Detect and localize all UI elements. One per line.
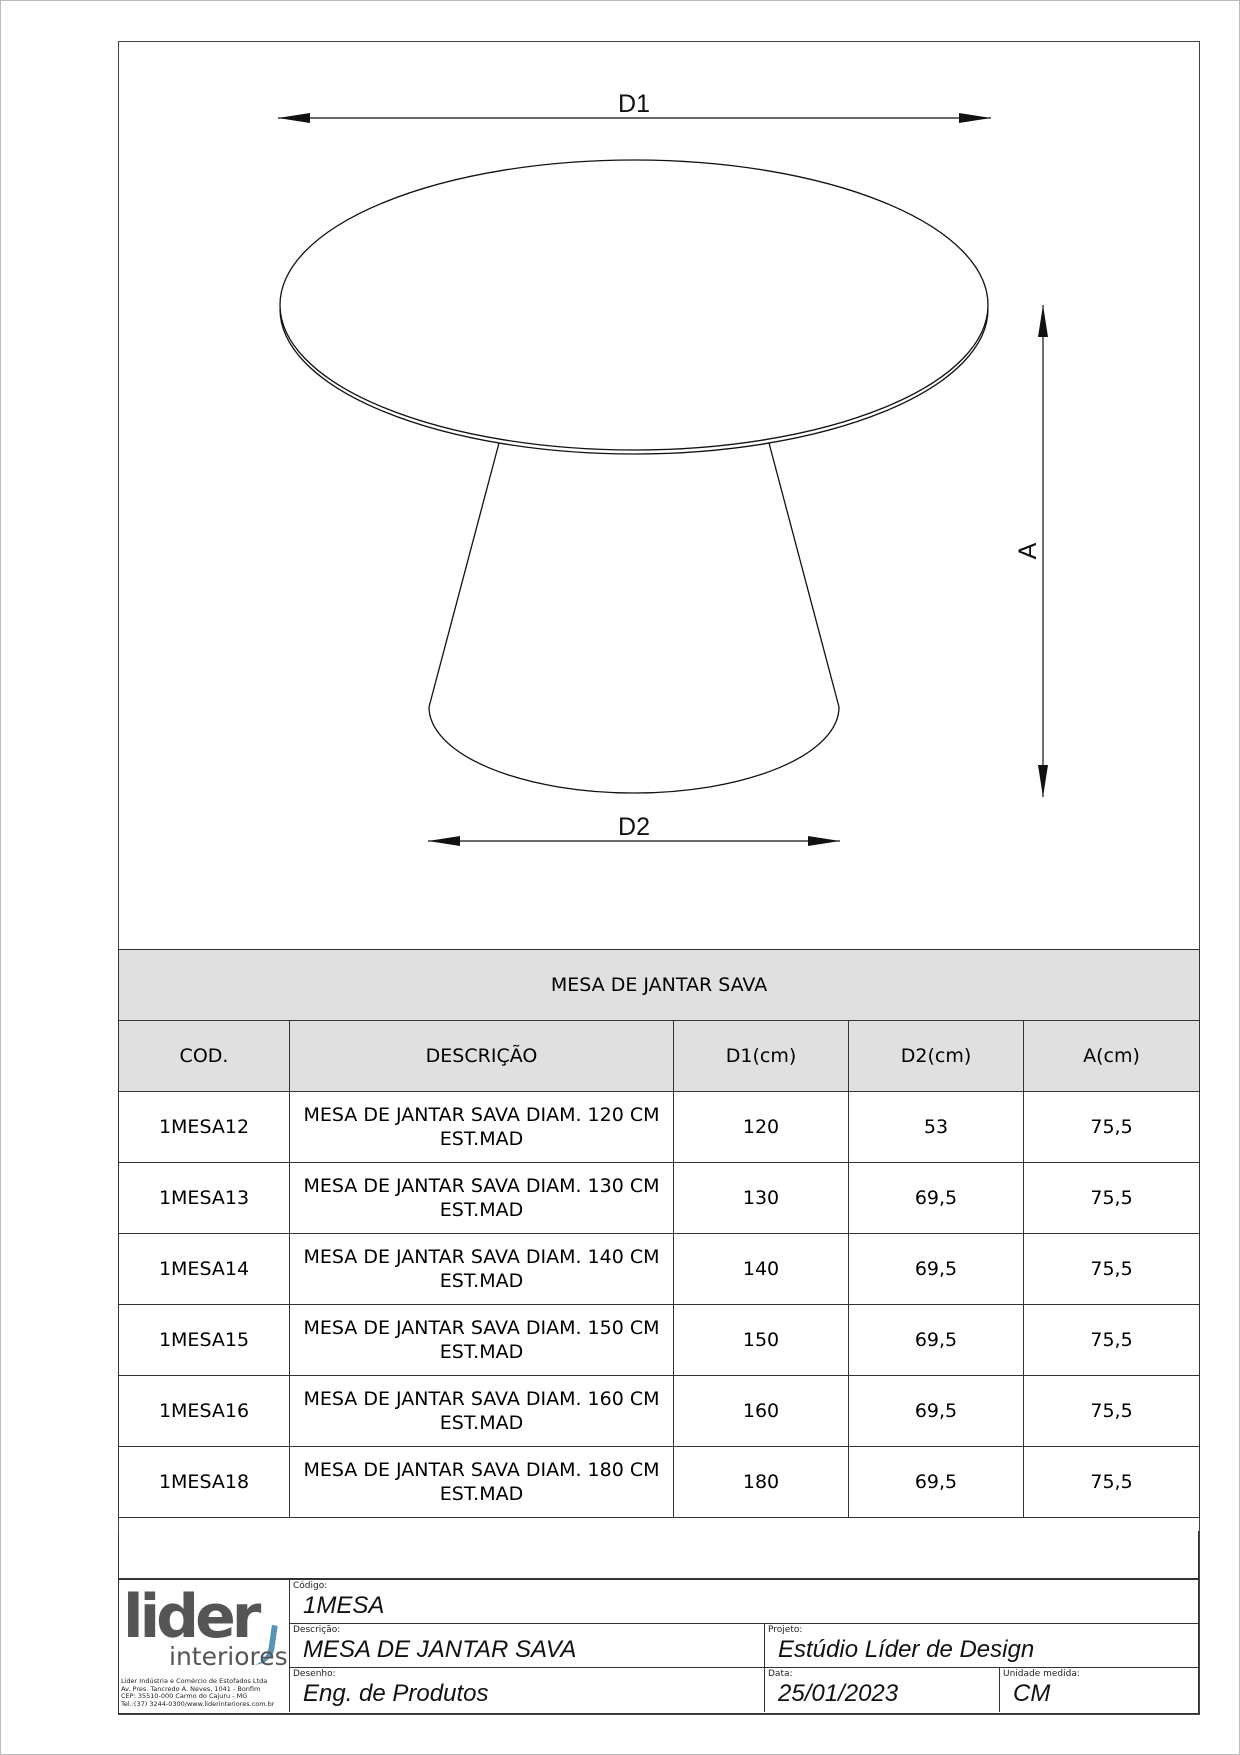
projeto-value: Estúdio Líder de Design — [778, 1636, 1035, 1663]
codigo-label: Código: — [293, 1581, 328, 1591]
descricao-field — [290, 1624, 765, 1668]
cell-a: 75,5 — [1024, 1376, 1200, 1447]
descricao-label: Descrição: — [293, 1625, 341, 1635]
table-row — [119, 1305, 1200, 1376]
cell-cod: 1MESA18 — [119, 1447, 290, 1518]
desc-line: MESA DE JANTAR SAVA DIAM. 160 CM — [303, 1388, 660, 1410]
cell-a: 75,5 — [1024, 1163, 1200, 1234]
desc-line: MESA DE JANTAR SAVA DIAM. 180 CM — [303, 1459, 660, 1481]
table-row — [119, 1234, 1200, 1305]
desenho-label: Desenho: — [293, 1669, 336, 1679]
cell-descricao — [290, 1376, 674, 1447]
technical-drawing — [118, 41, 1200, 949]
header-d2: D2(cm) — [849, 1021, 1024, 1092]
table-row — [119, 1447, 1200, 1518]
address-line: Lider Indústria e Comércio de Estofados Ltda — [121, 1677, 268, 1685]
address-line: CEP: 35510-000 Carmo do Cajuru - MG — [121, 1692, 248, 1700]
table-row — [119, 1092, 1200, 1163]
cell-d1: 180 — [674, 1447, 849, 1518]
desc-line: EST.MAD — [439, 1128, 524, 1150]
data-value: 25/01/2023 — [778, 1680, 899, 1707]
desc-line: EST.MAD — [439, 1483, 524, 1505]
table-top — [280, 160, 988, 454]
cell-a: 75,5 — [1024, 1092, 1200, 1163]
header-d1: D1(cm) — [674, 1021, 849, 1092]
cell-d2: 69,5 — [849, 1447, 1024, 1518]
table-title-row — [119, 950, 1200, 1021]
table-title: MESA DE JANTAR SAVA — [119, 950, 1200, 1021]
cell-d2: 69,5 — [849, 1234, 1024, 1305]
desc-line: MESA DE JANTAR SAVA DIAM. 140 CM — [303, 1246, 660, 1268]
cell-d1: 150 — [674, 1305, 849, 1376]
desc-line: EST.MAD — [439, 1341, 524, 1363]
table-row — [119, 1163, 1200, 1234]
desc-line: MESA DE JANTAR SAVA DIAM. 120 CM — [303, 1104, 660, 1126]
desc-line: MESA DE JANTAR SAVA DIAM. 130 CM — [303, 1175, 660, 1197]
cell-a: 75,5 — [1024, 1234, 1200, 1305]
desc-line: EST.MAD — [439, 1270, 524, 1292]
logo-wordmark: lider — [123, 1582, 258, 1652]
cell-cod: 1MESA13 — [119, 1163, 290, 1234]
company-logo — [119, 1580, 290, 1712]
d1-dimension — [278, 90, 991, 123]
codigo-field — [290, 1580, 1198, 1624]
d2-dimension — [428, 813, 840, 846]
title-block — [118, 1579, 1199, 1714]
company-address — [121, 1678, 289, 1708]
cell-cod: 1MESA12 — [119, 1092, 290, 1163]
cell-descricao — [290, 1163, 674, 1234]
cell-d2: 53 — [849, 1092, 1024, 1163]
cell-descricao — [290, 1092, 674, 1163]
cell-d2: 69,5 — [849, 1163, 1024, 1234]
spec-table — [118, 949, 1200, 1518]
desc-line: EST.MAD — [439, 1199, 524, 1221]
projeto-label: Projeto: — [768, 1625, 803, 1635]
header-descricao: DESCRIÇÃO — [290, 1021, 674, 1092]
cell-d2: 69,5 — [849, 1305, 1024, 1376]
blank-row — [118, 1531, 1199, 1579]
table-header-row — [119, 1021, 1200, 1092]
cell-d2: 69,5 — [849, 1376, 1024, 1447]
cell-descricao — [290, 1447, 674, 1518]
table-drawing-svg — [118, 41, 1200, 949]
unidade-label: Unidade medida: — [1003, 1669, 1080, 1679]
cell-descricao — [290, 1305, 674, 1376]
codigo-value: 1MESA — [303, 1592, 385, 1619]
unidade-value: CM — [1013, 1680, 1051, 1707]
cell-cod: 1MESA14 — [119, 1234, 290, 1305]
data-label: Data: — [768, 1669, 793, 1679]
header-cod: COD. — [119, 1021, 290, 1092]
a-label: A — [1014, 542, 1042, 560]
d2-label: D2 — [618, 813, 650, 841]
cell-d1: 160 — [674, 1376, 849, 1447]
address-line: Tel.:(37) 3244-0300/www.liderinteriores.com.br — [121, 1699, 275, 1708]
cell-a: 75,5 — [1024, 1305, 1200, 1376]
cell-d1: 130 — [674, 1163, 849, 1234]
cell-d1: 120 — [674, 1092, 849, 1163]
table-row — [119, 1376, 1200, 1447]
projeto-field — [765, 1624, 1198, 1668]
cell-cod: 1MESA15 — [119, 1305, 290, 1376]
d1-label: D1 — [618, 90, 650, 118]
cell-descricao — [290, 1234, 674, 1305]
desenho-value: Eng. de Produtos — [303, 1680, 489, 1707]
pedestal-base — [429, 443, 839, 793]
a-dimension — [1014, 305, 1048, 797]
header-a: A(cm) — [1024, 1021, 1200, 1092]
desc-line: MESA DE JANTAR SAVA DIAM. 150 CM — [303, 1317, 660, 1339]
descricao-value: MESA DE JANTAR SAVA — [303, 1636, 577, 1663]
cell-cod: 1MESA16 — [119, 1376, 290, 1447]
logo-subtitle: interiores — [169, 1642, 288, 1671]
desenho-field — [290, 1668, 765, 1712]
desc-line: EST.MAD — [439, 1412, 524, 1434]
unidade-field — [1000, 1668, 1198, 1712]
cell-a: 75,5 — [1024, 1447, 1200, 1518]
cell-d1: 140 — [674, 1234, 849, 1305]
address-line: Av. Pres. Tancredo A. Neves, 1041 - Bonfim — [121, 1684, 261, 1693]
data-field — [765, 1668, 1000, 1712]
